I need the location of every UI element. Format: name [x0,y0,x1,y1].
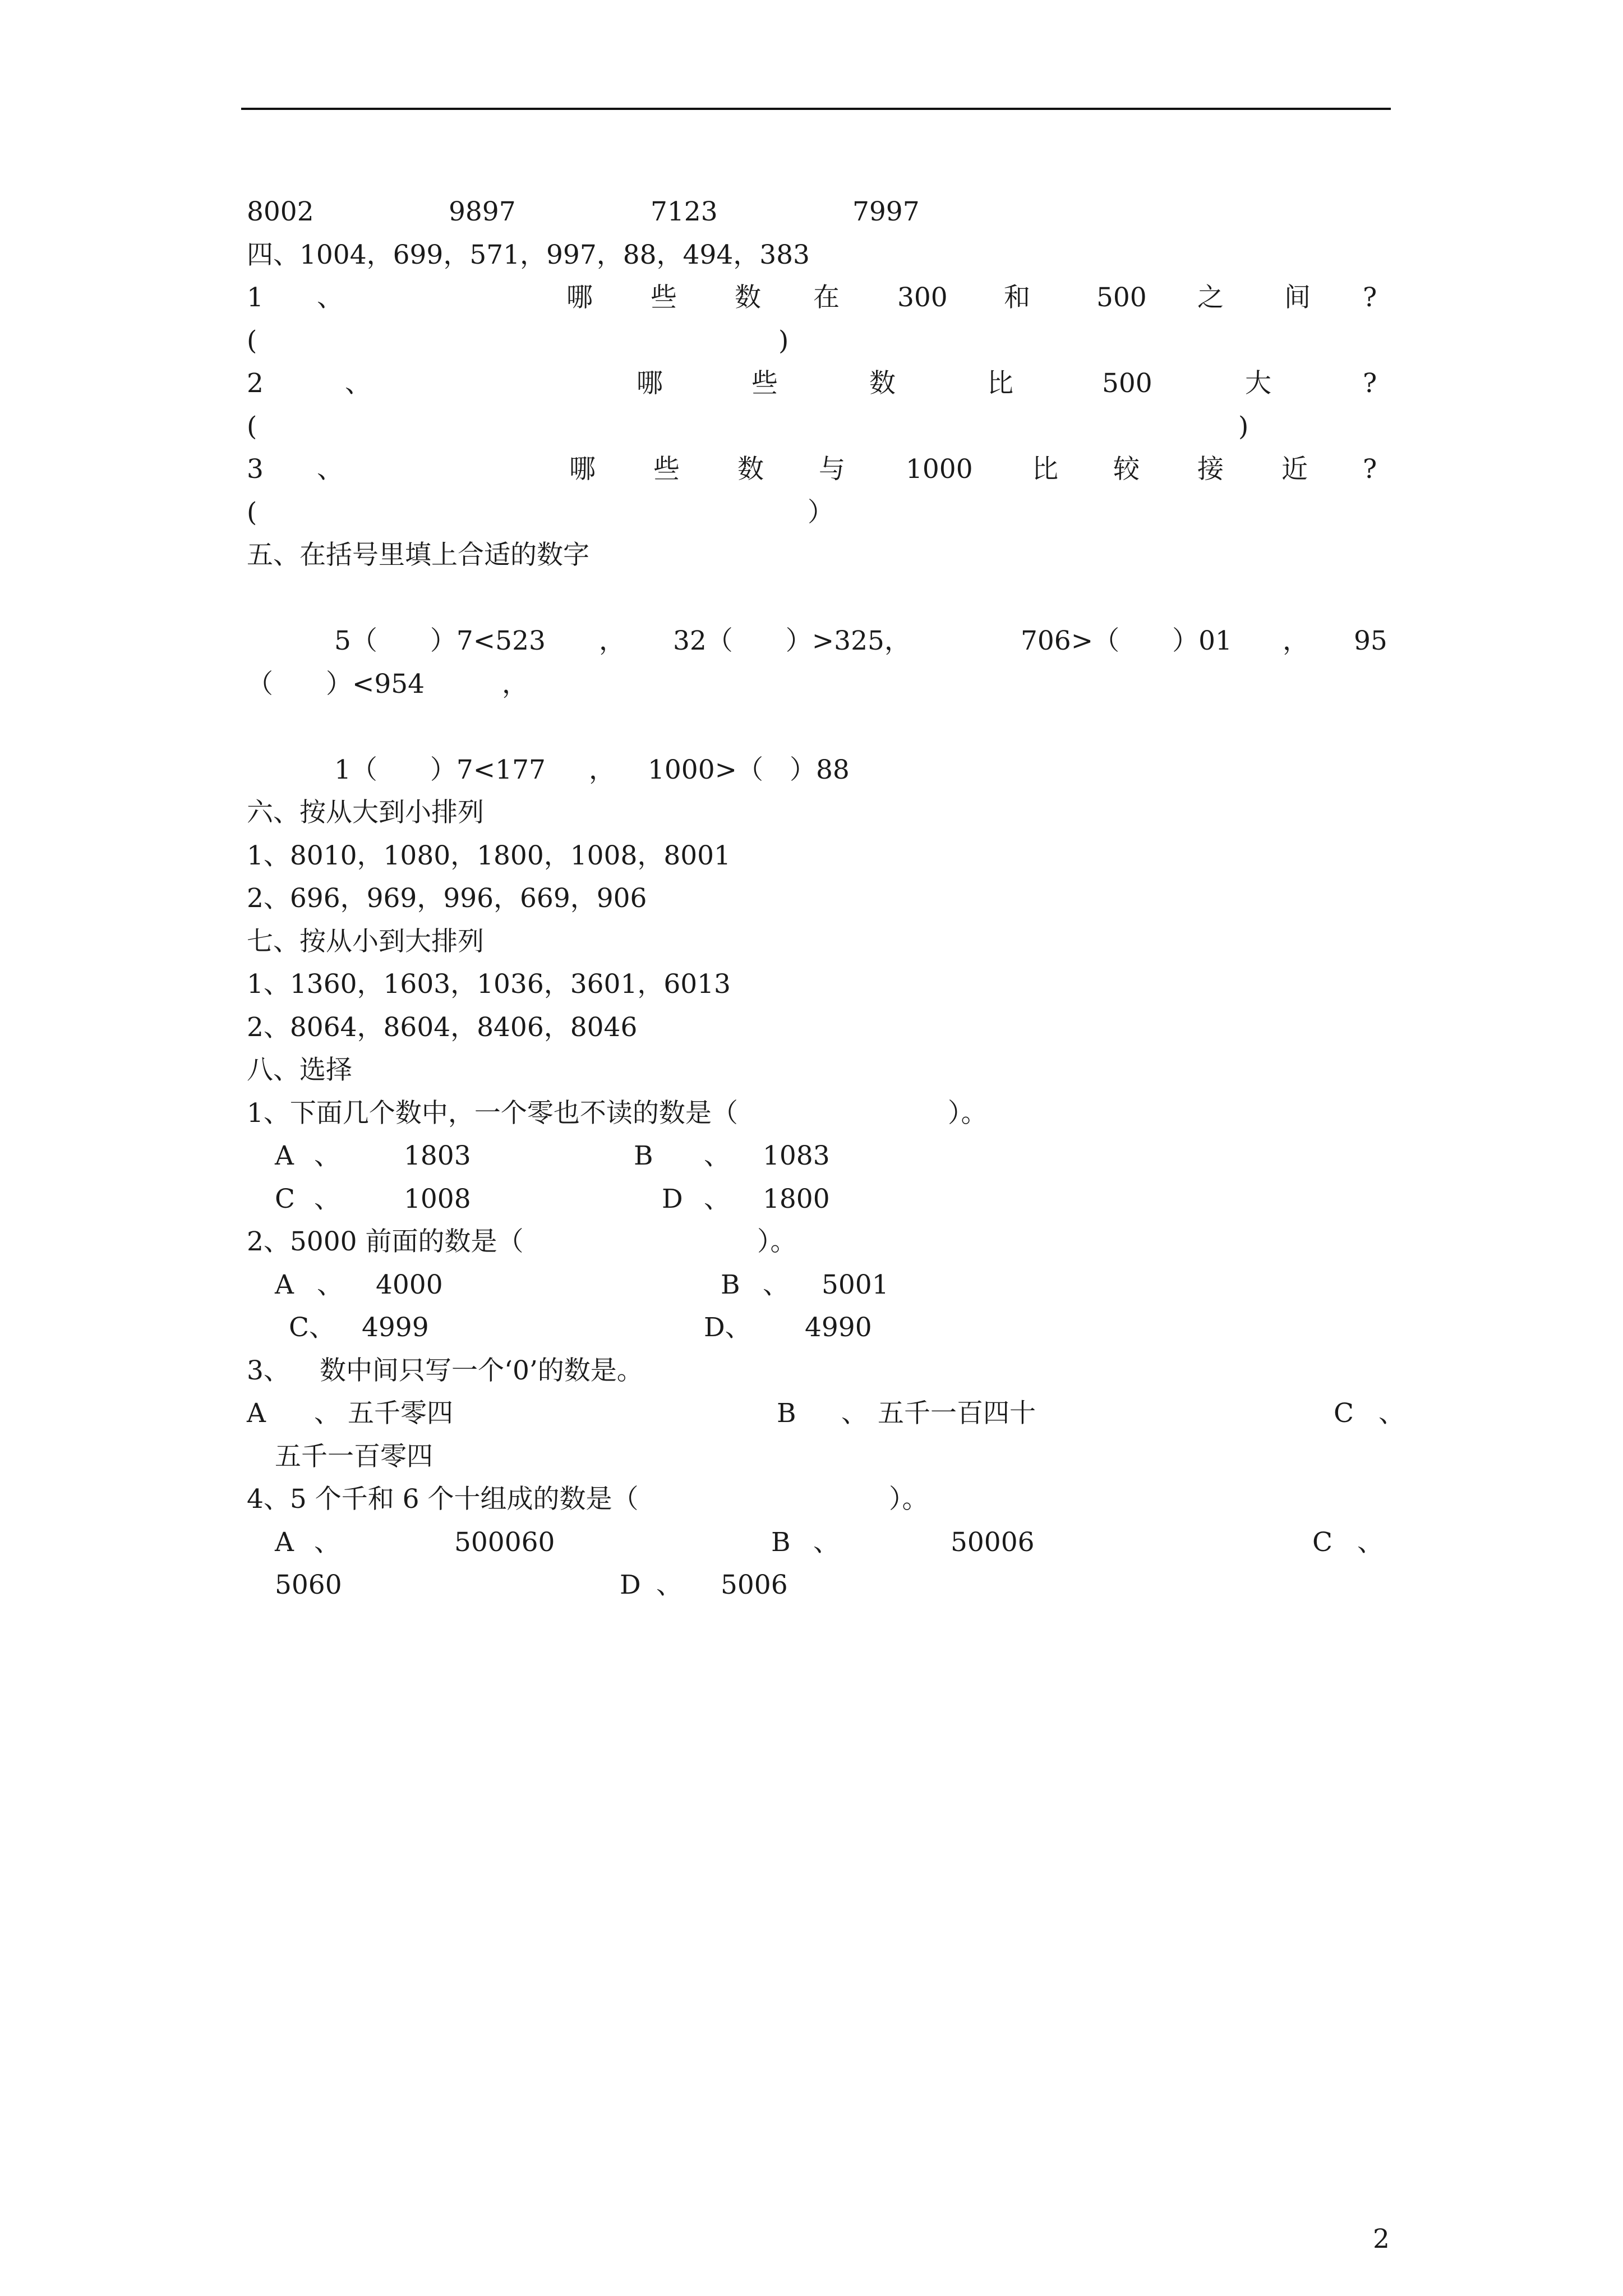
text-line-29-part-7: 、 [1357,1527,1384,1558]
text-line-2-part-2: 哪 [566,282,593,313]
text-line-0-part-3: 7997 [852,196,920,227]
text-line-12-part-0: 六、按从大到小排列 [247,797,484,828]
text-line-26-part-7: 、 [1378,1398,1405,1429]
header-rule [241,108,1391,110]
text-line-10-part-0: （ ）<954 [247,669,425,700]
text-line-29-part-3: B [771,1527,791,1558]
text-line-7-part-0: ( [247,497,257,528]
text-line-21-part-4: 、 [704,1184,730,1214]
text-line-4-part-8: ? [1363,368,1377,399]
text-line-4-part-4: 数 [869,368,896,399]
text-line-2-part-3: 些 [651,282,677,313]
text-line-5-part-0: ( [247,411,257,442]
text-line-6-part-9: 接 [1197,454,1224,485]
text-line-29-part-6: C [1312,1527,1332,1558]
text-line-30-part-0: 5060 [275,1570,342,1600]
text-line-23-part-4: 、 [763,1269,789,1300]
text-line-30-part-3: 5006 [721,1570,788,1600]
text-line-2-part-10: 间 [1284,282,1311,313]
text-line-28-part-1: ）。 [889,1484,929,1515]
text-line-4-part-5: 比 [987,368,1013,399]
text-line-26-part-0: A [247,1398,266,1429]
text-line-11-part-2: 1000>（ ）88 [648,754,850,785]
text-line-9-part-5: 95 [1354,625,1387,656]
page-number: 2 [1373,2224,1390,2254]
text-line-25-part-1: 数中间只写一个‘0’的数是。 [320,1355,643,1386]
text-line-3-part-0: ( [247,325,257,356]
text-line-20-part-3: B [634,1140,653,1171]
text-line-9-part-4: ， [1283,625,1309,656]
text-line-24-part-2: D、 [704,1312,751,1343]
text-line-14-part-0: 2、696，969，996，669，906 [247,883,647,914]
text-line-6-part-7: 比 [1032,454,1058,485]
text-line-23-part-1: 、 [317,1269,343,1300]
text-line-6-part-11: ? [1363,454,1377,485]
text-line-26-part-5: 五千一百四十 [878,1398,1036,1429]
text-line-6-part-2: 哪 [569,454,596,485]
text-line-20-part-5: 1083 [763,1140,830,1171]
text-line-2-part-1: 、 [317,282,343,313]
text-line-2-part-8: 500 [1096,282,1147,313]
text-line-29-part-1: 、 [314,1527,340,1558]
text-line-5-part-1: ) [1238,411,1249,442]
text-line-22-part-1: ）。 [757,1226,797,1257]
text-line-20-part-2: 1803 [404,1140,471,1171]
text-line-1-part-0: 四、1004，699，571，997，88，494，383 [247,240,810,270]
text-line-10-part-1: ， [502,669,528,700]
text-line-6-part-10: 近 [1281,454,1308,485]
text-line-6-part-8: 较 [1113,454,1140,485]
text-line-24-part-1: 4999 [362,1312,429,1343]
text-line-11-part-1: ， [589,754,615,785]
text-line-0-part-2: 7123 [651,196,718,227]
text-line-6-part-6: 1000 [906,454,973,485]
text-line-2-part-0: 1 [247,282,264,313]
text-line-29-part-5: 50006 [951,1527,1035,1558]
text-line-28-part-0: 4、5 个千和 6 个十组成的数是（ [247,1484,639,1515]
text-line-4-part-3: 些 [751,368,778,399]
text-line-19-part-1: ）。 [948,1098,988,1129]
text-line-0-part-0: 8002 [247,196,314,227]
text-line-20-part-4: 、 [704,1140,730,1171]
text-line-30-part-2: 、 [656,1570,683,1600]
text-line-6-part-5: 与 [819,454,845,485]
text-line-2-part-7: 和 [1004,282,1030,313]
text-line-23-part-5: 5001 [822,1269,889,1300]
text-line-4-part-6: 500 [1102,368,1152,399]
text-line-20-part-1: 、 [314,1140,340,1171]
text-line-4-part-2: 哪 [637,368,663,399]
text-line-13-part-0: 1、8010，1080，1800，1008，8001 [247,840,731,871]
text-line-0-part-1: 9897 [449,196,516,227]
text-line-19-part-0: 1、下面几个数中，一个零也不读的数是（ [247,1098,738,1129]
text-line-21-part-1: 、 [314,1184,340,1214]
text-line-24-part-3: 4990 [805,1312,872,1343]
text-line-6-part-4: 数 [737,454,764,485]
text-line-2-part-11: ? [1363,282,1377,313]
text-line-4-part-0: 2 [247,368,264,399]
text-line-23-part-0: A [275,1269,294,1300]
text-line-2-part-6: 300 [897,282,948,313]
text-line-6-part-3: 些 [653,454,680,485]
text-line-2-part-9: 之 [1197,282,1224,313]
text-line-4-part-7: 大 [1245,368,1271,399]
text-line-29-part-4: 、 [813,1527,840,1558]
text-line-8-part-0: 五、在括号里填上合适的数字 [247,540,589,570]
text-line-26-part-6: C [1334,1398,1354,1429]
text-line-26-part-2: 五千零四 [348,1398,453,1429]
text-line-23-part-3: B [721,1269,740,1300]
text-line-3-part-1: ) [778,325,789,356]
text-line-17-part-0: 2、8064，8604，8406，8046 [247,1012,638,1043]
text-line-2-part-5: 在 [813,282,840,313]
text-line-6-part-0: 3 [247,454,264,485]
text-line-4-part-1: 、 [345,368,371,399]
text-line-30-part-1: D [620,1570,641,1600]
text-line-26-part-3: B [777,1398,796,1429]
text-line-9-part-0: 5（ ）7<523 [334,625,546,656]
text-line-16-part-0: 1、1360，1603，1036，3601，6013 [247,969,731,1000]
text-line-29-part-2: 500060 [454,1527,555,1558]
text-line-9-part-2: 32（ ）>325， [673,625,911,656]
text-line-7-part-1: ） [808,497,834,528]
text-line-11-part-0: 1（ ）7<177 [334,754,546,785]
text-line-22-part-0: 2、5000 前面的数是（ [247,1226,524,1257]
text-line-15-part-0: 七、按从小到大排列 [247,926,484,957]
text-line-23-part-2: 4000 [376,1269,443,1300]
text-line-24-part-0: C、 [289,1312,335,1343]
text-line-21-part-5: 1800 [763,1184,830,1214]
text-line-2-part-4: 数 [735,282,761,313]
text-line-9-part-1: ， [599,625,625,656]
text-line-9-part-3: 706>（ ）01 [1021,625,1232,656]
text-line-20-part-0: A [275,1140,294,1171]
text-line-18-part-0: 八、选择 [247,1055,352,1085]
text-line-21-part-0: C [275,1184,295,1214]
text-line-29-part-0: A [275,1527,294,1558]
text-line-21-part-2: 1008 [404,1184,471,1214]
text-line-27-part-0: 五千一百零四 [275,1441,433,1472]
text-line-6-part-1: 、 [317,454,343,485]
text-line-21-part-3: D [662,1184,683,1214]
text-line-26-part-1: 、 [314,1398,340,1429]
text-line-25-part-0: 3、 [247,1355,290,1386]
text-line-26-part-4: 、 [841,1398,868,1429]
